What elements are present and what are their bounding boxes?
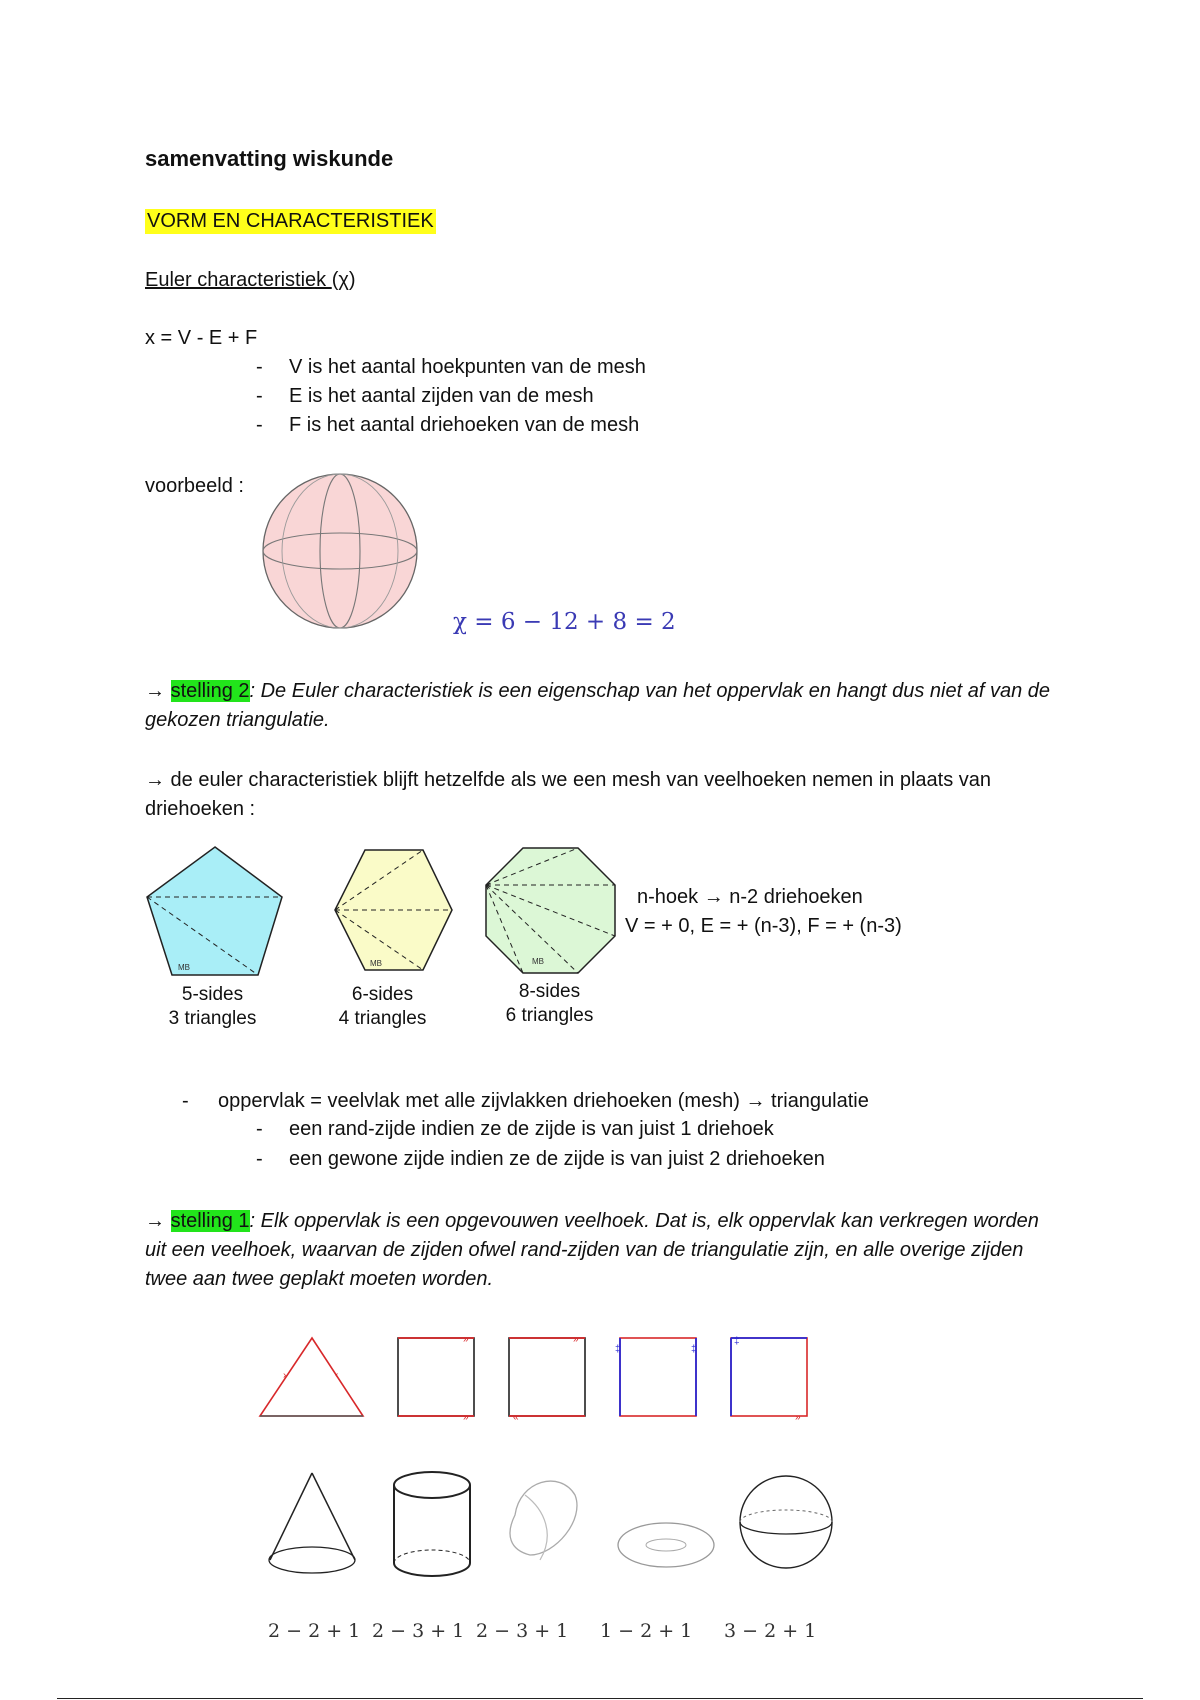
nhoek-line1: n-hoek → n-2 driehoeken bbox=[637, 886, 863, 908]
stelling2-paragraph bbox=[145, 677, 1065, 735]
svg-text:‡: ‡ bbox=[615, 1344, 621, 1355]
stelling2-label: stelling 2 bbox=[170, 680, 250, 702]
octagon-caption bbox=[487, 980, 612, 1028]
list-item: - V is het aantal hoekpunten van de mesh bbox=[256, 356, 646, 378]
bullet-text: F is het aantal driehoeken van de mesh bbox=[289, 414, 640, 436]
stelling2-text: : De Euler characteristiek is een eigenschap van het oppervlak en hangt dus niet af van de gekozen triangulatie. bbox=[145, 680, 1050, 731]
bullet-text: oppervlak = veelvlak met alle zijvlakken driehoeken (mesh) → triangulatie bbox=[218, 1090, 869, 1112]
svg-text:»: » bbox=[795, 1412, 801, 1423]
surface-formula: 2 − 3 + 1 bbox=[476, 1620, 569, 1642]
polygon-note: → de euler characteristiek blijft hetzelfde als we een mesh van veelhoeken nemen in plaats van driehoeken : bbox=[145, 769, 992, 820]
surface-formula: 3 − 2 + 1 bbox=[724, 1620, 817, 1642]
stelling1-paragraph bbox=[145, 1207, 1060, 1294]
octagon-figure bbox=[486, 848, 615, 973]
torus-surface bbox=[618, 1523, 714, 1567]
svg-text:›: › bbox=[283, 1370, 287, 1381]
stelling1-label: stelling 1 bbox=[170, 1210, 250, 1232]
svg-text:»: » bbox=[463, 1412, 469, 1423]
svg-text:MB: MB bbox=[178, 963, 190, 972]
euler-symbol: (χ) bbox=[331, 269, 356, 291]
svg-text:‡: ‡ bbox=[734, 1336, 740, 1347]
bullet-text: E is het aantal zijden van de mesh bbox=[289, 385, 594, 407]
surfaces-figure bbox=[255, 1465, 845, 1580]
cone-surface bbox=[269, 1473, 355, 1573]
caption-sides: 5-sides bbox=[181, 984, 244, 1005]
euler-formula: x = V - E + F bbox=[145, 327, 258, 349]
stelling1-text: : Elk oppervlak is een opgevouwen veelhoek. Dat is, elk oppervlak kan verkregen worden uit een veelhoek, waarvan de zijden ofwel rand-zijden van de triangulatie zijn, en alle overige zijden twee aan twee geplakt moeten worden. bbox=[145, 1210, 1039, 1290]
nhoek-line2: V = + 0, E = + (n-3), F = + (n-3) bbox=[625, 915, 902, 937]
surface-formula: 2 − 2 + 1 bbox=[268, 1620, 361, 1642]
polygon-gluing-diagrams bbox=[255, 1330, 825, 1430]
euler-heading-text: Euler characteristiek bbox=[145, 269, 332, 291]
svg-text:MB: MB bbox=[370, 959, 382, 968]
caption-sides: 8-sides bbox=[518, 981, 581, 1002]
mobius-surface bbox=[510, 1481, 577, 1560]
hexagon-figure bbox=[335, 850, 452, 970]
oppervlak-main: - oppervlak = veelvlak met alle zijvlakken driehoeken (mesh) → triangulatie bbox=[182, 1090, 869, 1112]
square-torus-diagram bbox=[615, 1338, 697, 1416]
caption-sides: 6-sides bbox=[351, 984, 414, 1005]
arrow: → bbox=[145, 1210, 171, 1232]
svg-text:»: » bbox=[463, 1334, 469, 1345]
hexagon-caption bbox=[320, 983, 445, 1031]
square-cylinder-diagram bbox=[398, 1334, 474, 1423]
cylinder-surface bbox=[394, 1472, 470, 1576]
bullet-text: een gewone zijde indien ze de zijde is van juist 2 driehoeken bbox=[289, 1148, 825, 1170]
sphere-surface bbox=[740, 1476, 832, 1568]
svg-text:MB: MB bbox=[532, 957, 544, 966]
page-bottom-rule bbox=[57, 1698, 1143, 1699]
svg-text:»: » bbox=[573, 1334, 579, 1345]
triangulated-sphere-figure bbox=[255, 468, 425, 633]
caption-triangles: 4 triangles bbox=[338, 1008, 427, 1029]
svg-text:‡: ‡ bbox=[691, 1344, 697, 1355]
square-mobius-diagram bbox=[509, 1334, 585, 1423]
surface-formula: 2 − 3 + 1 bbox=[372, 1620, 465, 1642]
svg-text:«: « bbox=[513, 1412, 519, 1423]
example-label: voorbeeld : bbox=[145, 475, 244, 497]
svg-text:‹: ‹ bbox=[335, 1370, 339, 1381]
polygon-triangulations-figure bbox=[140, 840, 640, 985]
bullet-text: V is het aantal hoekpunten van de mesh bbox=[289, 356, 646, 378]
section-heading: VORM EN CHARACTERISTIEK bbox=[147, 210, 434, 232]
euler-heading bbox=[145, 269, 356, 292]
triangle-gluing-diagram bbox=[260, 1338, 363, 1416]
list-item: - E is het aantal zijden van de mesh bbox=[256, 385, 594, 407]
list-item: - een gewone zijde indien ze de zijde is van juist 2 driehoeken bbox=[256, 1148, 825, 1170]
list-item: - een rand-zijde indien ze de zijde is van juist 1 driehoek bbox=[256, 1118, 774, 1140]
oppervlak-sub-list bbox=[256, 1118, 1056, 1178]
list-item: - F is het aantal driehoeken van de mesh bbox=[256, 414, 640, 436]
euler-bullet-list bbox=[256, 356, 856, 443]
example-formula: χ = 6 − 12 + 8 = 2 bbox=[453, 609, 676, 635]
arrow: → bbox=[145, 680, 171, 702]
page-title: samenvatting wiskunde bbox=[145, 146, 394, 171]
pentagon-figure bbox=[147, 847, 282, 975]
square-sphere-diagram bbox=[731, 1336, 807, 1423]
caption-triangles: 3 triangles bbox=[168, 1008, 257, 1029]
pentagon-caption bbox=[150, 983, 275, 1031]
bullet-text: een rand-zijde indien ze de zijde is van juist 1 driehoek bbox=[289, 1118, 774, 1140]
surface-formula: 1 − 2 + 1 bbox=[600, 1620, 693, 1642]
caption-triangles: 6 triangles bbox=[505, 1005, 594, 1026]
